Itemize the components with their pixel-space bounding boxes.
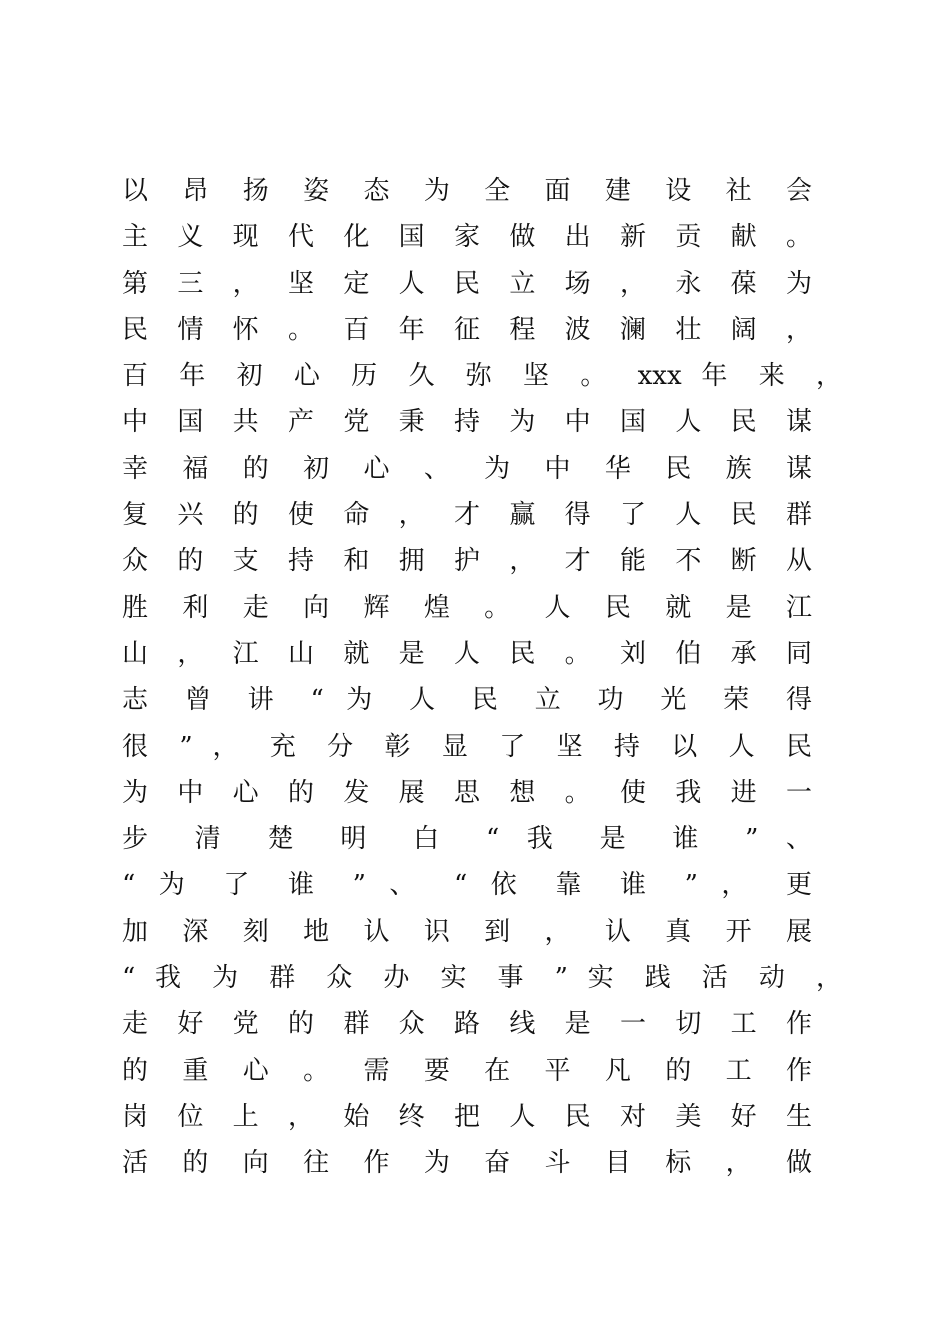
text-line: 的 重 心 。 需 要 在 平 凡 的 工 作 xyxy=(122,1055,812,1086)
text-line: 为 中 心 的 发 展 思 想 。 使 我 进 一 xyxy=(122,777,812,808)
text-line: “ 我 为 群 众 办 实 事 ” 实 践 活 动 ， xyxy=(122,963,842,994)
text-line: 以 昂 扬 姿 态 为 全 面 建 设 社 会 xyxy=(122,176,812,206)
text-line: 复 兴 的 使 命 ， 才 赢 得 了 人 民 群 xyxy=(122,500,812,531)
text-line: 活 的 向 往 作 为 奋 斗 目 标 ， 做 xyxy=(122,1148,812,1179)
text-line: 山 ， 江 山 就 是 人 民 。 刘 伯 承 同 xyxy=(122,638,812,669)
text-line: 幸 福 的 初 心 、 为 中 华 民 族 谋 xyxy=(122,453,812,484)
text-line: 中 国 共 产 党 秉 持 为 中 国 人 民 谋 xyxy=(122,407,812,438)
text-line: “ 为 了 谁 ” 、 “ 依 靠 谁 ” ， 更 xyxy=(122,870,812,901)
text-line: 主 义 现 代 化 国 家 做 出 新 贡 献 。 xyxy=(122,222,812,253)
text-line: 岗 位 上 ， 始 终 把 人 民 对 美 好 生 xyxy=(122,1101,812,1132)
text-line: 百 年 初 心 历 久 弥 坚 。 xxx 年 来 ， xyxy=(122,361,842,392)
text-line: 志 曾 讲 “ 为 人 民 立 功 光 荣 得 xyxy=(122,685,812,716)
text-line: 很 ” ， 充 分 彰 显 了 坚 持 以 人 民 xyxy=(122,731,812,762)
text-line: 加 深 刻 地 认 识 到 ， 认 真 开 展 xyxy=(122,916,812,947)
body-text xyxy=(122,168,842,1187)
text-line: 走 好 党 的 群 众 路 线 是 一 切 工 作 xyxy=(122,1009,812,1040)
text-line: 民 情 怀 。 百 年 征 程 波 澜 壮 阔 ， xyxy=(122,314,812,345)
text-line: 胜 利 走 向 辉 煌 。 人 民 就 是 江 xyxy=(122,592,812,623)
text-line: 第 三 ， 坚 定 人 民 立 场 ， 永 葆 为 xyxy=(122,268,812,299)
text-line: 步 清 楚 明 白 “ 我 是 谁 ” 、 xyxy=(122,824,812,855)
text-line: 众 的 支 持 和 拥 护 ， 才 能 不 断 从 xyxy=(122,546,812,577)
